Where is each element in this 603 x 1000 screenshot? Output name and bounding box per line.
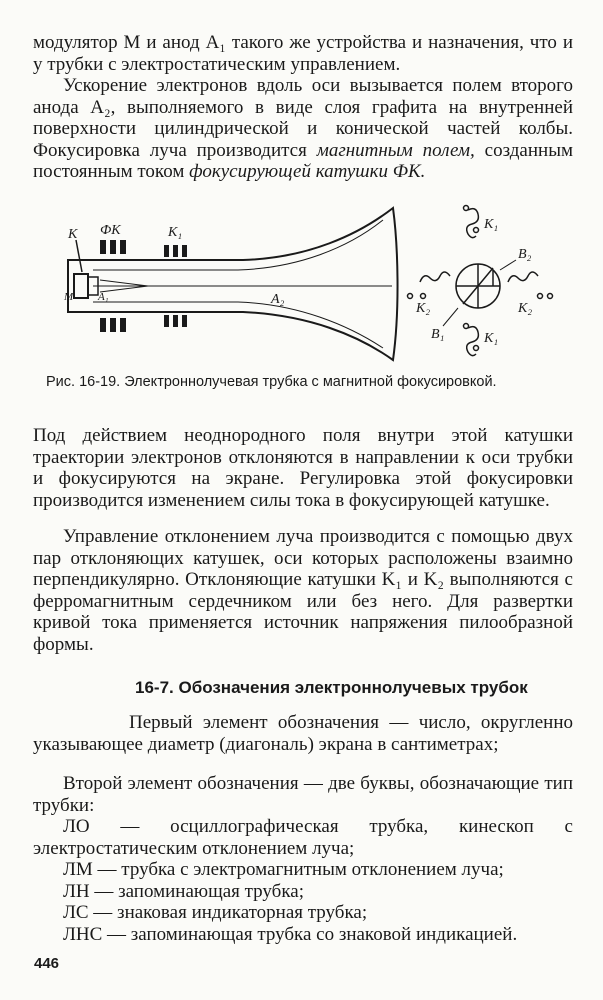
paragraph-2-text-b: созданным постоянным током (33, 139, 573, 183)
label-a1: А₁ (98, 291, 109, 303)
paragraph-9: ЛН — запоминающая трубка; (63, 881, 304, 902)
paragraph-3: Под действием неоднородного поля внутри этой катушки траектории электронов отклоняются в направлении к оси трубки и фокусируются на экране. Регулировка этой фокусировки производится изменением силы тока в фокусирующей катушке. (33, 425, 573, 511)
paragraph-6: Второй элемент обозначения — две буквы, обозначающие тип трубки: (33, 773, 573, 816)
label-k: К (68, 227, 78, 242)
cathode (74, 274, 88, 298)
label-k2-left: К₂ (416, 301, 431, 316)
label-k1: К₁ (168, 225, 183, 240)
label-b1: В₁ (431, 327, 445, 342)
page-number: 446 (34, 955, 60, 972)
emphasis-focusing-coil: фокусирующей катушки ФК. (189, 161, 426, 183)
label-m: М (64, 291, 74, 303)
anode-a2-inner (93, 220, 383, 270)
b2-pointer (500, 260, 516, 270)
paragraph-8: ЛМ — трубка с электромагнитным отклонением луча; (63, 859, 504, 880)
paragraph-1: модулятор М и анод A₁ такого же устройства и назначения, что и у трубки с электростатическим управлением. (33, 32, 573, 75)
crt-diagram (38, 200, 558, 372)
paragraph-2 (33, 75, 573, 183)
label-k1-bottom: К₁ (484, 331, 499, 346)
figure-caption: Рис. 16-19. Электроннолучевая трубка с магнитной фокусировкой. (46, 374, 497, 390)
paragraph-11: ЛНС — запоминающая трубка со знаковой индикацией. (63, 924, 518, 945)
label-fk: ФК (100, 223, 121, 238)
anode-a2-inner-lower (93, 302, 383, 348)
b1-pointer (443, 308, 458, 326)
paragraph-2-text: Ускорение электронов вдоль оси вызывается полем второго анода A₂, выполняемого в виде слоя графита на внутренней поверхности цилиндрической и конической частей колбы. Фокусировка луча производится (33, 75, 573, 161)
label-k2-right: К₂ (518, 301, 533, 316)
paragraph-10: ЛС — знаковая индикаторная трубка; (63, 902, 368, 923)
coil-k2-left (420, 272, 450, 282)
coil-k1-bottom (467, 327, 479, 356)
paragraph-5: Первый элемент обозначения — число, округленно указывающее диаметр (диагональ) экрана в сантиметрах; (33, 712, 573, 755)
paragraph-4: Управление отклонением луча производится с помощью двух пар отклоняющих катушек, оси которых расположены взаимно перпендикулярно. Отклоняющие катушки K₁ и K₂ выполняются с ферромагнитным сердечником или без него. Для развертки кривой тока применяется источник напряжения пилообразной формы. (33, 526, 573, 655)
label-k1-top: К₁ (484, 217, 499, 232)
label-b2: В₂ (518, 247, 532, 262)
paragraph-7: ЛО — осциллографическая трубка, кинескоп с электростатическим отклонением луча; (33, 816, 573, 859)
coil-k1-top (467, 209, 479, 238)
section-heading: 16-7. Обозначения электроннолучевых трубок (135, 678, 528, 697)
coil-k2-right (508, 272, 538, 282)
emphasis-magnetic-field: магнитным полем, (316, 139, 475, 161)
label-a2: А₂ (271, 292, 285, 307)
k-pointer (76, 240, 82, 272)
